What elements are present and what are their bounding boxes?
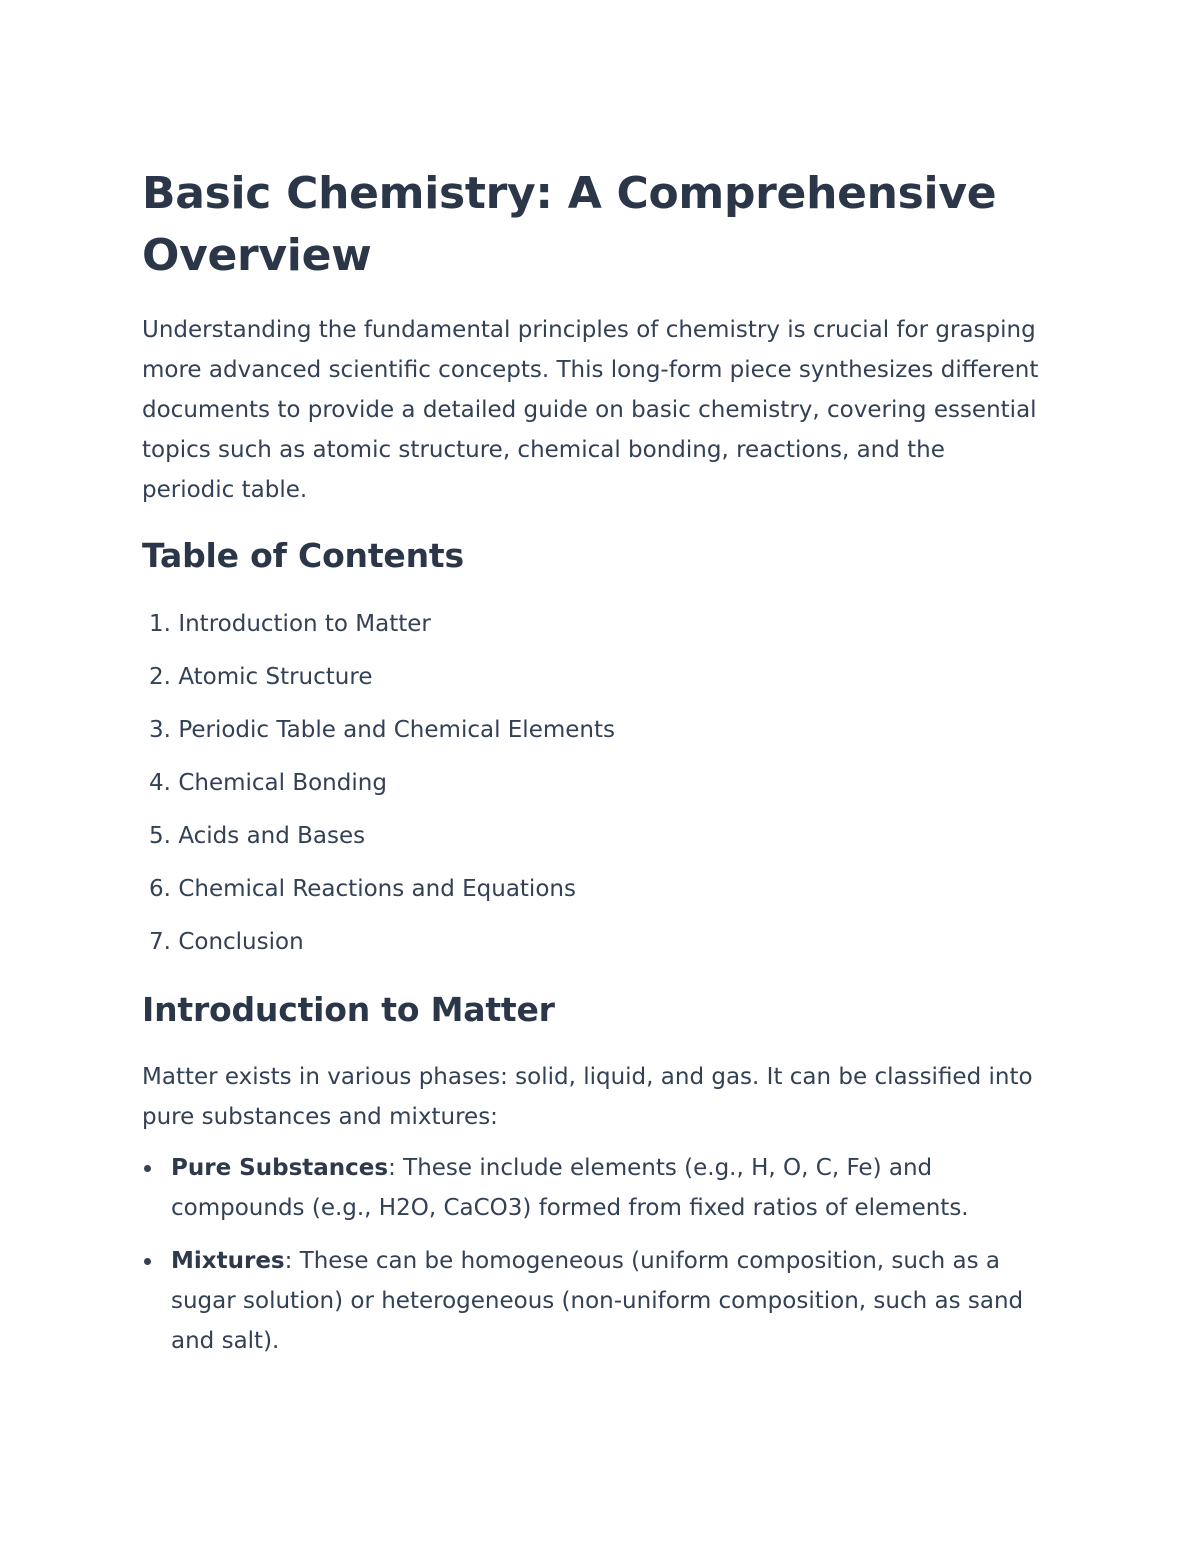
toc-item-label: Periodic Table and Chemical Elements [178,717,615,743]
bullet-icon [144,1258,151,1265]
toc-item-number: 3. [149,717,171,743]
toc-item-label: Atomic Structure [178,664,373,690]
document-title: Basic Chemistry: A Comprehensive Overview [142,168,997,281]
toc-item[interactable] [142,869,615,922]
toc-item-number: 1. [149,611,171,637]
toc-item[interactable] [142,922,615,975]
list-item [142,1148,1062,1228]
toc-item-label: Acids and Bases [178,823,366,849]
intro-paragraph: Understanding the fundamental principles of chemistry is crucial for grasping more advanced scientific concepts. This long-form piece synthesizes different documents to provide a detailed guide on basic chemistry, covering essential topics such as atomic structure, chemical bonding, reactions, and the periodic table. [142,317,1039,503]
toc-item[interactable] [142,710,615,763]
toc-item-number: 6. [149,876,171,902]
toc-item-label: Chemical Reactions and Equations [178,876,576,902]
toc-item-number: 5. [149,823,171,849]
toc-heading: Table of Contents [142,536,464,575]
bullet-separator: : [388,1155,396,1181]
matter-bullet-list [142,1148,1062,1374]
toc-item-label: Chemical Bonding [178,770,387,796]
table-of-contents [142,604,615,975]
toc-item-number: 4. [149,770,171,796]
bullet-term: Mixtures [171,1248,285,1274]
toc-item-number: 7. [149,929,171,955]
toc-item[interactable] [142,604,615,657]
toc-item-label: Conclusion [178,929,304,955]
toc-item[interactable] [142,816,615,869]
bullet-icon [144,1165,151,1172]
toc-item-number: 2. [149,664,171,690]
matter-paragraph: Matter exists in various phases: solid, liquid, and gas. It can be classified into pure substances and mixtures: [142,1064,1033,1130]
toc-item[interactable] [142,657,615,710]
toc-item[interactable] [142,763,615,816]
bullet-text: These include elements (e.g., H, O, C, Fe) and compounds (e.g., H2O, CaCO3) formed from fixed ratios of elements. [171,1155,969,1221]
toc-item-label: Introduction to Matter [178,611,431,637]
section-heading-matter: Introduction to Matter [142,990,555,1029]
bullet-term: Pure Substances [171,1155,389,1181]
bullet-separator: : [284,1248,293,1274]
list-item [142,1241,1062,1361]
bullet-text: These can be homogeneous (uniform composition, such as a sugar solution) or heterogeneous (non-uniform composition, such as sand and salt). [171,1248,1024,1354]
